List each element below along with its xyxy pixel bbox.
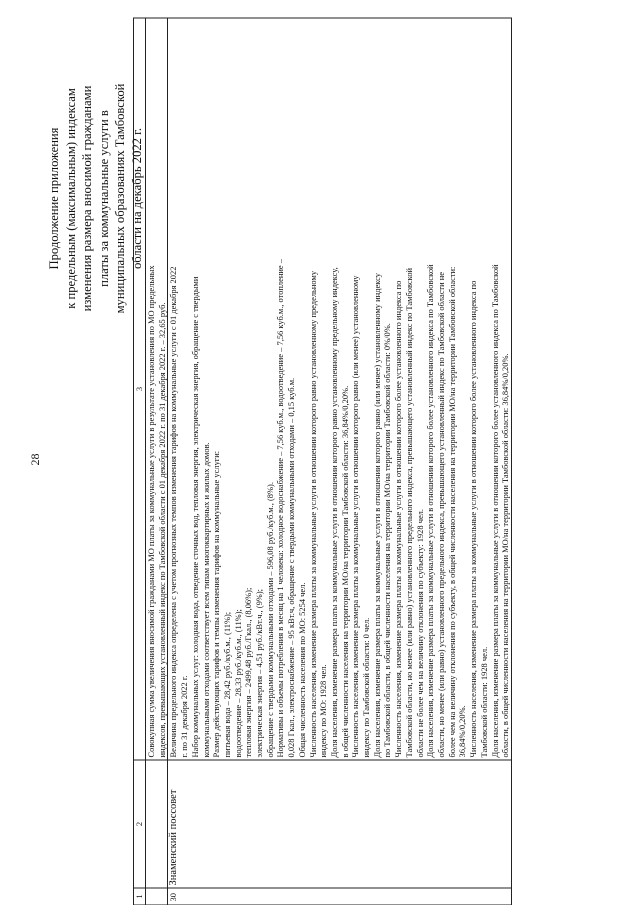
text-line: тепловая энергия – 2499,48 руб./Гкал., (8,06%);: [243, 587, 254, 757]
text-line: Численность населения, изменение размера платы за коммунальные услуги в отношении которого равно установленному предельному: [307, 270, 318, 757]
header-cell: 1: [134, 888, 146, 905]
text-line: более чем на величину отклонения по субъекту, в общей численности населения на территории МО/на территории Тамбовской области:: [446, 266, 457, 757]
appendix-caption: [46, 48, 145, 348]
caption-line: муниципальных образованиях Тамбовской: [113, 83, 127, 313]
text-line: Доля населения, изменение размера платы за коммунальные услуги в отношении которого более установленного индекса по Тамбовской: [425, 263, 436, 757]
row-description: [168, 18, 512, 760]
text-line: Доля населения, изменение размера платы за коммунальные услуги в отношении которого равно установленному предельному индексу,: [328, 266, 339, 757]
text-line: 36,84%/0,20%.: [457, 704, 468, 757]
text-line: индексу по МО: 1928 чел.: [318, 663, 329, 757]
index-table: [133, 17, 512, 905]
text-line: электрическая энергия – 4,51 руб./кВт.ч., (9%);: [254, 588, 265, 757]
text-line: Численность населения, изменение размера платы за коммунальные услуги в отношении которого более установленного индекса по: [468, 280, 479, 757]
caption-line: изменения размера вносимой гражданами: [80, 85, 94, 311]
caption-line: платы за коммунальные услуги в: [96, 109, 111, 287]
municipality-name: Знаменский поссовет: [168, 760, 512, 888]
text-line: Нормативы и объемы потребления в месяц на 1 человека: холодное водоснабжение – 7,56 куб.м., водоотведение – 7,56 куб.м., отопление –: [275, 258, 286, 757]
text-line: Численность населения, изменение размера платы за коммунальные услуги в отношении которого равно (или менее) установленному: [350, 275, 361, 757]
text-line: в общей численности населения на территории МО/на территории Тамбовской области: 36,84%/0,20%.: [339, 385, 350, 757]
continuation-text: [146, 18, 168, 760]
text-line: области, но менее (или равно) установленного предельного индекса, превышающего установленный индекс по Тамбовской области не: [435, 271, 446, 757]
text-line: коммунальными отходами соответствует всем типам многоквартирных и жилых домов.: [200, 441, 211, 757]
text-line: Набор коммунальных услуг: холодная вода, отведение сточных вод, тепловая энергия, электрическая энергия, обращение с твердыми: [189, 276, 200, 757]
caption-line: Продолжение приложения: [47, 127, 61, 269]
text-line: питьевая вода – 28,42 руб./куб.м., (11%);: [221, 611, 232, 757]
text-line: области не более чем на величину отклонения по субъекту: 1928 чел.: [414, 508, 425, 757]
text-line: индексов, превышающих установленный индекс по Тамбовской области с 01 декабря 2022 г. по 31 декабря 2022 г. – 32,65 руб.: [156, 302, 167, 757]
row-number: 30: [168, 888, 512, 905]
page-number: 28: [28, 453, 42, 465]
caption-line: области на декабрь 2022 г.: [129, 127, 144, 269]
table-row-continuation: [146, 18, 168, 905]
text-line: Общая численность населения по МО: 5254 чел.: [296, 582, 307, 757]
text-line: Величина предельного индекса определена с учетом прогнозных темпов изменения тарифов на коммунальные услуги с 01 декабря 2022: [168, 266, 179, 757]
text-line: Совокупная сумма увеличения вносимой гражданами МО платы за коммунальные услуги в результате установления по МО предельных: [146, 264, 156, 757]
text-line: индексу по Тамбовской области: 0 чел.: [361, 617, 372, 757]
text-line: Размер действующих тарифов и темпы изменения тарифов на коммунальные услуги:: [211, 450, 222, 757]
caption-line: к предельным (максимальным) индексам: [63, 87, 78, 309]
text-line: обращение с твердыми коммунальными отходами – 596,08 руб./куб.м., (8%).: [264, 481, 275, 757]
text-line: Доля населения, изменение размера платы за коммунальные услуги в отношении которого равно (или менее) установленному индексу: [371, 272, 382, 757]
text-line: Тамбовской области: 1928 чел.: [478, 646, 489, 757]
text-line: Доля населения, изменение размера платы за коммунальные услуги в отношении которого более установленного индекса по Тамбовской: [489, 263, 500, 757]
text-line: по Тамбовской области, в общей численности населения на территории МО/на территории Тамбовской области: 0%/0%.: [382, 322, 393, 757]
header-cell: 2: [134, 760, 146, 888]
text-line: водоотведение – 28,33 руб./куб.м., (11%);: [232, 608, 243, 757]
table-row: [168, 18, 512, 905]
header-cell: 3: [134, 18, 146, 760]
text-line: области, в общей численности населения на территории МО/на территории Тамбовской области: 36,84%/0,20%.: [500, 352, 511, 757]
text-line: Тамбовской области, но менее (или равно) установленного предельного индекса, превышающего установленный индекс по Тамбовской: [403, 267, 414, 757]
text-line: Численность населения, изменение размера платы за коммунальные услуги в отношении которого более установленного индекса по: [393, 280, 404, 757]
table-header-row: [134, 18, 146, 905]
text-line: г. по 31 декабря 2022 г.: [179, 675, 190, 757]
text-line: 0,028 Гкал., электроснабжение – 95 кВт.ч, обращение с твердыми коммунальными отходами – 0,15 куб.м.: [286, 377, 297, 757]
